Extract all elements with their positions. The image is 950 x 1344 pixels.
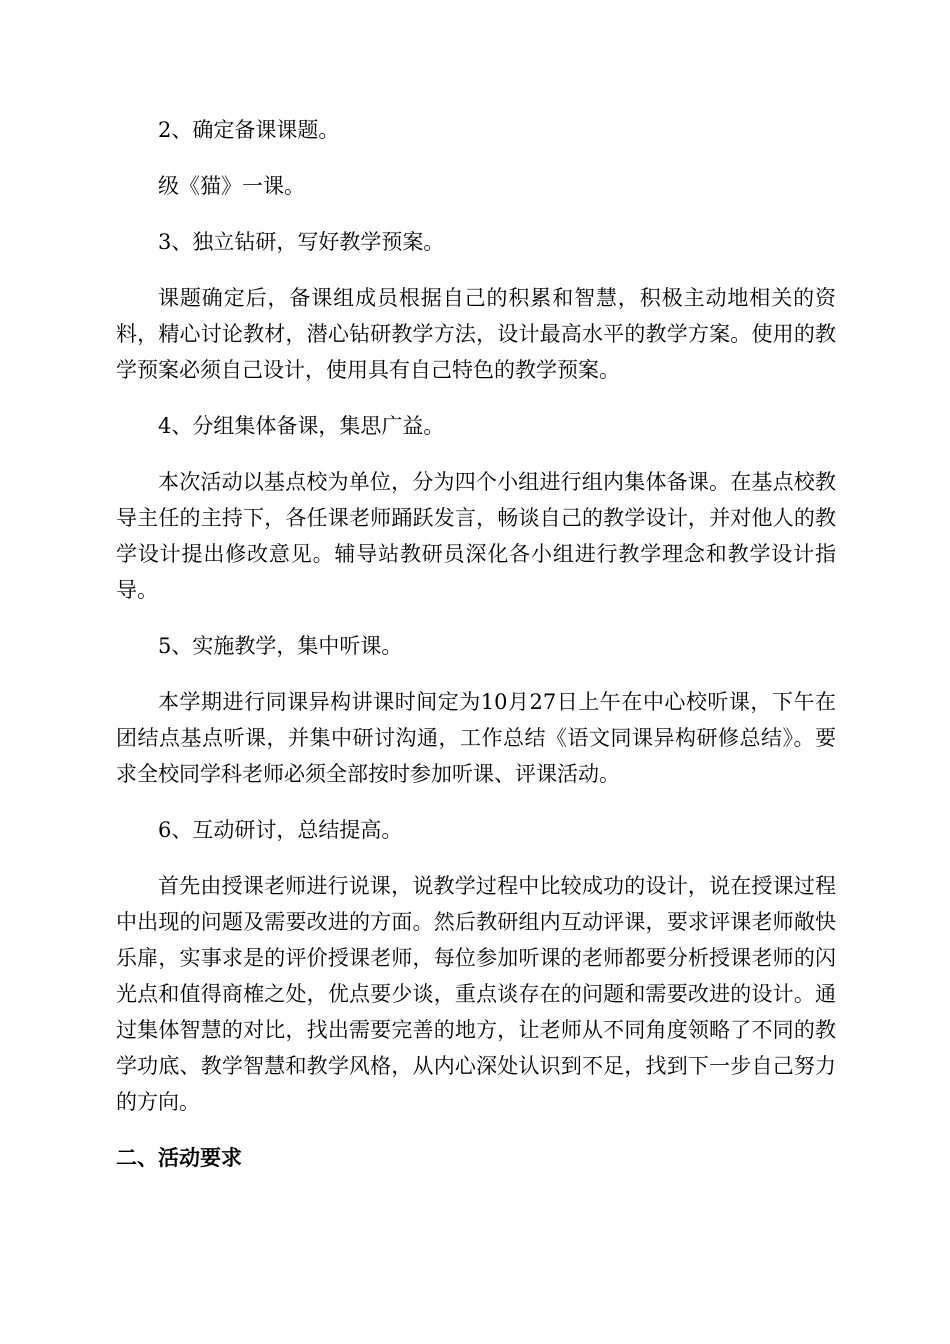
paragraph-grade-lesson: 级《猫》一课。 [158,174,305,198]
paragraph-interactive-review: 首先由授课老师进行说课，说教学过程中比较成功的设计，说在授课过程中出现的问题及需要改进的方面。然后教研组内互动评课，要求评课老师敞快乐扉，实事求是的评价授课老师，每位参加听课的老师都要分析授课老师的闪光点和值得商榷之处，优点要少谈，重点谈存在的问题和需要改进的设计。通过集体智慧的对比，找出需要完善的地方，让老师从不同角度领略了不同的教学功底、教学智慧和教学风格，从内心深处认识到不足，找到下一步自己努力的方向。 [116,874,836,1114]
step-3-title: 3、独立钻研，写好教学预案。 [158,230,445,254]
step-6-title: 6、互动研讨，总结提高。 [158,818,403,842]
paragraph-group-prep: 本次活动以基点校为单位，分为四个小组进行组内集体备课。在基点校教导主任的主持下，各任课老师踊跃发言，畅谈自己的教学设计，并对他人的教学设计提出修改意见。辅导站教研员深化各小组进行教学理念和教学设计指导。 [116,470,836,602]
document-body [116,112,836,1176]
section-heading-requirements: 二、活动要求 [116,1146,242,1170]
step-4-title: 4、分组集体备课，集思广益。 [158,414,445,438]
paragraph-independent-study: 课题确定后，备课组成员根据自己的积累和智慧，积极主动地相关的资料，精心讨论教材，潜心钻研教学方法，设计最高水平的教学方案。使用的教学预案必须自己设计，使用具有自己特色的教学预案。 [116,286,836,382]
step-2-title: 2、确定备课课题。 [158,118,340,142]
paragraph-lesson-schedule: 本学期进行同课异构讲课时间定为10月27日上午在中心校听课，下午在团结点基点听课，并集中研讨沟通，工作总结《语文同课异构研修总结》。要求全校同学科老师必须全部按时参加听课、评课活动。 [116,690,836,786]
step-5-title: 5、实施教学，集中听课。 [158,634,403,658]
